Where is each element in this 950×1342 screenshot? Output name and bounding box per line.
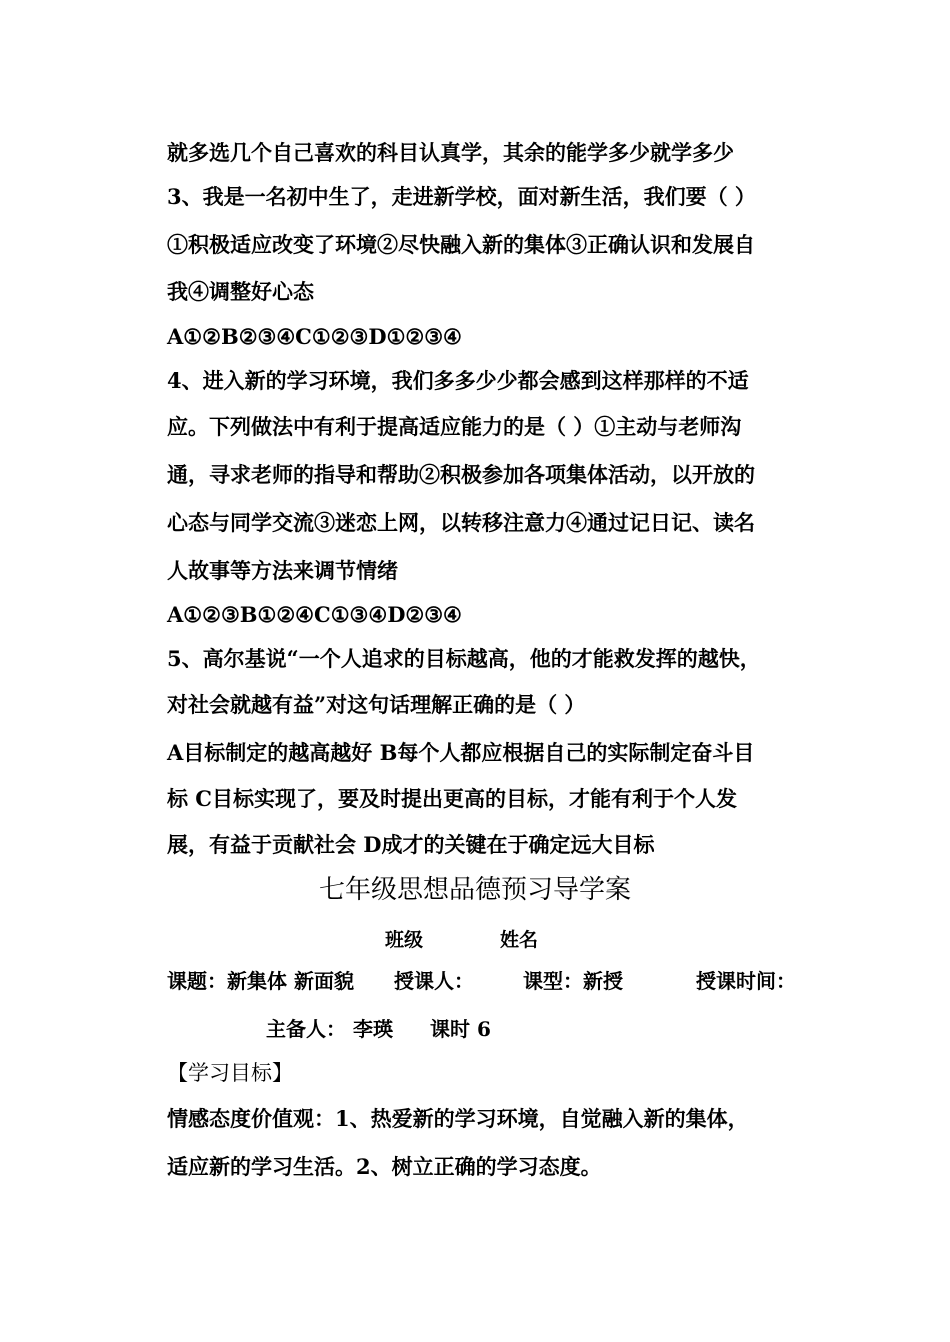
question-3-options: ①积极适应改变了环境②尽快融入新的集体③正确认识和发展自 — [167, 232, 755, 257]
question-4-stem-cont: 应。下列做法中有利于提高适应能力的是（ ）①主动与老师沟 — [167, 414, 742, 439]
lesson-time: 授课时间： — [696, 969, 796, 993]
question-3-answers: A①②B②③④C①②③D①②③④ — [167, 324, 462, 349]
question-5-options: A目标制定的越高越好 B每个人都应根据自己的实际制定奋斗目 — [167, 740, 755, 765]
question-4-answers: A①②③B①②④C①③④D②③④ — [167, 602, 462, 627]
lesson-teacher: 授课人： — [394, 969, 474, 993]
question-4-stem: 4、进入新的学习环境，我们多多少少都会感到这样那样的不适 — [167, 368, 749, 393]
question-4-option-line: 通，寻求老师的指导和帮助②积极参加各项集体活动，以开放的 — [167, 462, 755, 487]
learning-goal-line: 适应新的学习生活。2、树立正确的学习态度。 — [167, 1154, 602, 1179]
question-5-options-cont: 展，有益于贡献社会 D成才的关键在于确定远大目标 — [167, 832, 655, 857]
name-label: 姓名 — [500, 929, 539, 951]
lesson-preparer: 主备人： 李瑛 — [266, 1017, 393, 1041]
learning-goal-line: 情感态度价值观：1、热爱新的学习环境，自觉融入新的集体， — [167, 1106, 749, 1131]
page-title: 七年级思想品德预习导学案 — [318, 875, 631, 905]
question-3-options-cont: 我④调整好心态 — [167, 279, 314, 304]
text-line-1: 就多选几个自己喜欢的科目认真学，其余的能学多少就学多少 — [167, 140, 734, 165]
lesson-type: 课型：新授 — [523, 969, 623, 993]
lesson-topic: 课题：新集体 新面貌 — [167, 969, 354, 993]
lesson-period: 课时 6 — [430, 1017, 491, 1041]
question-4-option-line: 人故事等方法来调节情绪 — [167, 558, 398, 583]
section-heading: 【学习目标】 — [167, 1061, 293, 1085]
question-5-stem-cont: 对社会就越有益”对这句话理解正确的是（ ） — [167, 692, 586, 717]
class-label: 班级 — [385, 929, 424, 951]
question-4-option-line: 心态与同学交流③迷恋上网，以转移注意力④通过记日记、读名 — [167, 510, 755, 535]
question-5-options-cont: 标 C目标实现了，要及时提出更高的目标，才能有利于个人发 — [167, 786, 738, 811]
question-5-stem: 5、高尔基说“一个人追求的目标越高，他的才能救发挥的越快， — [167, 646, 761, 671]
question-3-stem: 3、我是一名初中生了，走进新学校，面对新生活，我们要（ ） — [167, 184, 756, 209]
